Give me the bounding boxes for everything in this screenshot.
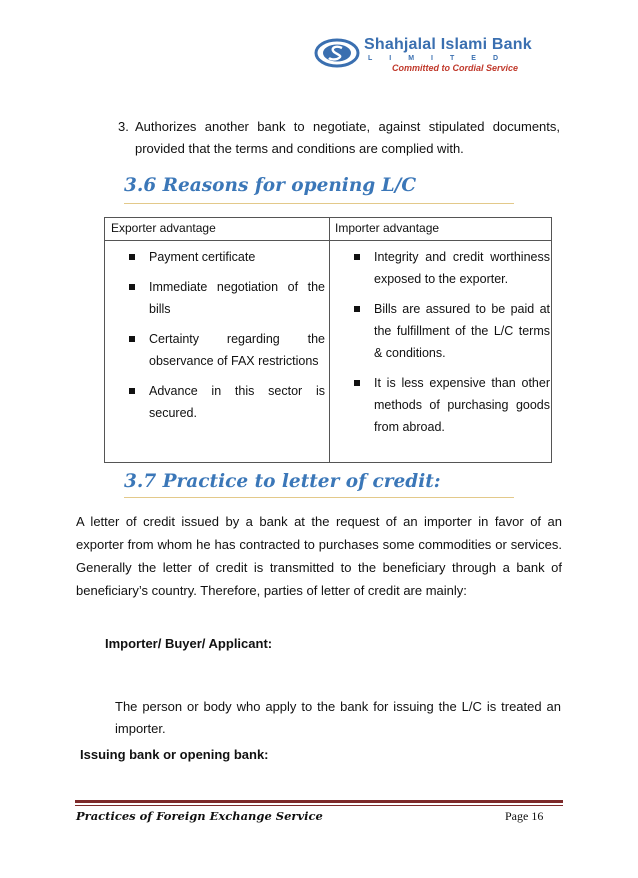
- square-bullet-icon: [129, 336, 135, 342]
- heading-underline: [124, 497, 514, 498]
- importer-column: [350, 246, 550, 446]
- importer-description: The person or body who apply to the bank for issuing the L/C is treated an importer.: [115, 699, 561, 736]
- exporter-item: Certainty regarding the observance of FAX restrictions: [125, 328, 325, 372]
- advantages-table: [104, 217, 552, 463]
- square-bullet-icon: [354, 380, 360, 386]
- heading-underline: [124, 203, 514, 204]
- logo-tagline: Committed to Cordial Service: [392, 63, 519, 73]
- square-bullet-icon: [354, 306, 360, 312]
- importer-item: Bills are assured to be paid at the fulfillment of the L/C terms & conditions.: [350, 298, 550, 364]
- list-item-3: [118, 116, 560, 160]
- section-heading-3-7: 3.7 Practice to letter of credit:: [124, 471, 441, 492]
- bank-logo: [312, 36, 562, 78]
- square-bullet-icon: [354, 254, 360, 260]
- importer-heading: Importer/ Buyer/ Applicant:: [105, 636, 273, 651]
- bank-emblem-icon: [314, 38, 360, 68]
- lc-paragraph: A letter of credit issued by a bank at the request of an importer in favor of an exporter from whom he has contracted to purchases some commodities or services. Generally the letter of credit is transmitted to the beneficiary through a bank of beneficiary’s country. Therefore, parties of letter of credit are mainly:: [76, 514, 562, 598]
- exporter-item: Advance in this sector is secured.: [125, 380, 325, 424]
- table-header-exporter: Exporter advantage: [111, 221, 216, 235]
- exporter-column: [125, 246, 325, 432]
- table-header-divider: [105, 240, 551, 241]
- importer-item: It is less expensive than other methods of purchasing goods from abroad.: [350, 372, 550, 438]
- footer-rule: [75, 800, 563, 803]
- square-bullet-icon: [129, 254, 135, 260]
- square-bullet-icon: [129, 284, 135, 290]
- exporter-item: Immediate negotiation of the bills: [125, 276, 325, 320]
- exporter-item: Payment certificate: [125, 246, 325, 268]
- list-number: 3.: [118, 119, 129, 134]
- logo-limited: LIMITED: [368, 55, 515, 62]
- table-header-importer: Importer advantage: [335, 221, 440, 235]
- page-number: Page 16: [505, 809, 544, 823]
- logo-name: Shahjalal Islami Bank: [364, 36, 532, 53]
- table-divider: [329, 218, 330, 462]
- section-heading-3-6: 3.6 Reasons for opening L/C: [124, 175, 417, 196]
- list-text: Authorizes another bank to negotiate, against stipulated documents, provided that the terms and conditions are complied with.: [135, 119, 560, 156]
- footer-rule-thin: [75, 805, 563, 806]
- importer-item: Integrity and credit worthiness exposed to the exporter.: [350, 246, 550, 290]
- footer-title: Practices of Foreign Exchange Service: [76, 809, 323, 823]
- issuing-bank-heading: Issuing bank or opening bank:: [80, 747, 269, 762]
- square-bullet-icon: [129, 388, 135, 394]
